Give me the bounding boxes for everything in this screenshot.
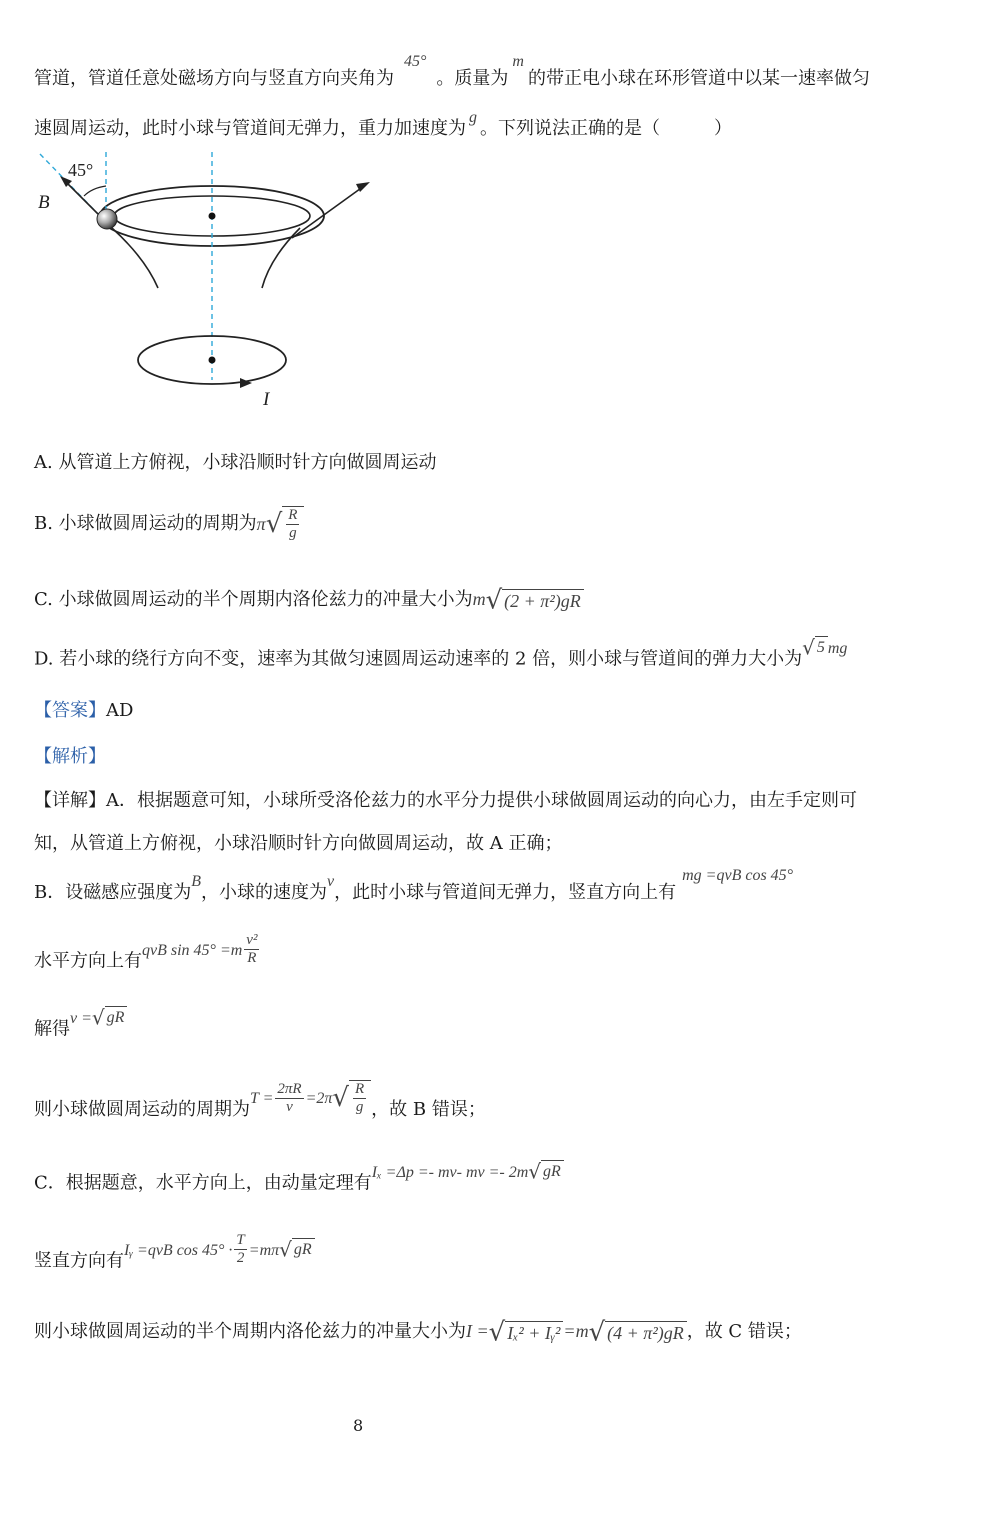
text: ，小球的速度为 [201,882,328,903]
radicand: (4 + π²)gR [605,1321,687,1344]
current-label: I [263,389,270,410]
text: ，故 B 错误； [371,1099,486,1120]
mass-symbol: m [472,589,486,609]
analysis-label: 【解析】 [34,746,106,767]
text: 的带正电小球在环形管道中以某一速率做匀 [527,68,870,89]
answer-label: 【答案】 [34,700,106,721]
text: ，此时小球与管道间无弹力，竖直方向上有 [334,882,677,903]
pi-symbol: π [256,514,266,534]
detail-line-1: 【详解】A．根据题意可知，小球所受洛伦兹力的水平分力提供小球做圆周运动的向心力，由左手定则可 [34,790,857,811]
angle-label: 45° [68,160,94,180]
text: B．设磁感应强度为 [34,882,192,903]
detail-horizontal-line [34,932,261,979]
text: 则小球做圆周运动的周期为 [34,1099,250,1120]
sqrt: √ gR [92,1006,128,1029]
text: C．根据题意，水平方向上，由动量定理有 [34,1172,372,1194]
text: D. 若小球的绕行方向不变，速率为其做匀速圆周运动速率的 2 倍，则小球与管道间的弹力大小为 [34,648,803,670]
t-symbol: T = [250,1090,274,1107]
detail-vertical-impulse-line [34,1232,315,1279]
equation: Iₓ =Δp =- mv- mv =- 2m [371,1163,529,1181]
equation: =m [563,1321,589,1341]
denominator: v [286,1098,293,1115]
numerator: 2πR [277,1080,302,1097]
numerator: T [236,1232,245,1248]
detail-line-2: 知，从管道上方俯视，小球沿顺时针方向做圆周运动，故 A 正确； [34,833,563,854]
field-arrow-right [292,186,364,238]
angle-arc [84,186,106,196]
ring-center-dot [209,213,216,220]
detail-solve-line [34,1005,127,1042]
denominator: g [289,525,297,541]
equation: qvB sin 45° =m [142,941,243,959]
detail-c-line [34,1159,564,1196]
v-symbol: v [327,873,335,890]
sqrt: √ 5 [802,636,828,659]
field-label-b: B [38,192,50,213]
numerator: R [288,507,298,523]
numerator: R [354,1081,365,1097]
text: 。下列说法正确的是（ ） [480,118,732,139]
detail-impulse-line [34,1317,802,1347]
loop-center-dot [209,357,216,364]
page-number: 8 [353,1416,364,1435]
option-d [34,635,848,672]
b-symbol: B [191,873,202,890]
sqrt: √ gR [279,1238,315,1261]
sqrt: √ (4 + π²)gR [589,1321,687,1344]
radicand: gR [105,1006,128,1029]
text: 速圆周运动，此时小球与管道间无弹力，重力加速度为 [34,118,466,139]
angle-value: 45° [404,53,427,70]
question-line-1 [34,53,870,91]
equation: =2π [305,1090,333,1107]
denominator: g [355,1099,364,1115]
text: B. 小球做圆周运动的周期为 [34,513,257,534]
text: 则小球做圆周运动的半个周期内洛伦兹力的冲量大小为 [34,1321,466,1342]
mg-symbol: mg [827,639,848,657]
radicand: Iₓ² + Iᵧ² [505,1321,563,1344]
option-a: A. 从管道上方俯视，小球沿顺时针方向做圆周运动 [34,452,437,473]
ring-pipe-figure [30,148,390,418]
mass-symbol: m [512,53,524,70]
option-c [34,585,584,615]
sqrt: √ $\frac{R}{g}$ [266,506,305,542]
sqrt: √ $\frac{R}{g}$ [332,1080,371,1116]
equation: =mπ [248,1241,280,1259]
text: C. 小球做圆周运动的半个周期内洛伦兹力的冲量大小为 [34,589,473,610]
text: 水平方向上有 [34,950,142,972]
text: 解得 [34,1018,70,1040]
radicand: 5 [815,636,828,659]
sqrt: √ (2 + π²)gR [486,589,584,612]
option-b [34,506,304,542]
answer-value: AD [106,700,134,721]
radicand: gR [292,1238,315,1261]
charged-ball [97,209,117,229]
sqrt: √ gR [528,1160,564,1183]
text: ，故 C 错误； [686,1321,802,1342]
current-arrowhead [240,378,252,388]
question-line-2 [34,109,732,141]
i-symbol: I = [466,1321,489,1341]
equation: v = [70,1009,92,1027]
text: 竖直方向有 [34,1250,124,1272]
detail-b-line [34,867,794,905]
sqrt: √ Iₓ² + Iᵧ² [489,1321,564,1344]
gravity-symbol: g [469,109,477,126]
numerator: v² [246,932,258,948]
answer-line [34,700,133,722]
radicand: gR [541,1160,564,1183]
field-arrow-left [66,182,102,218]
text: 。质量为 [436,68,509,89]
denominator: 2 [236,1250,245,1266]
equation: Iᵧ =qvB cos 45° · [124,1241,233,1259]
denominator: R [247,950,257,966]
vertical-equation: mg =qvB cos 45° [682,867,794,884]
text: 管道，管道任意处磁场方向与竖直方向夹角为 [34,68,394,89]
radicand: (2 + π²)gR [502,589,584,612]
